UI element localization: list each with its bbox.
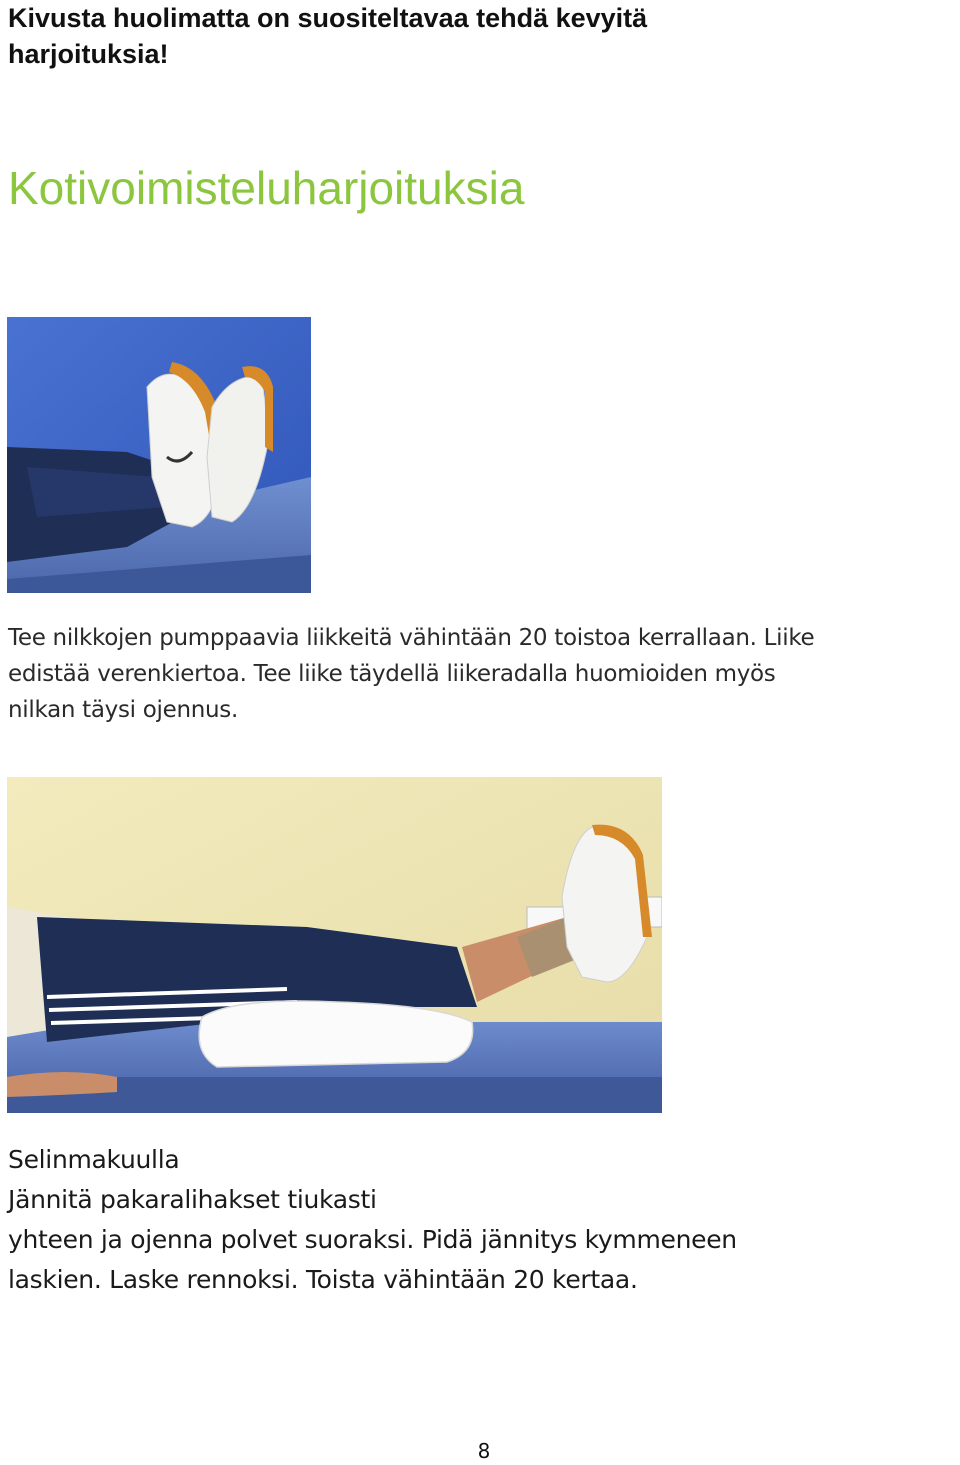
text-line: laskien. Laske rennoksi. Toista vähintään 20 kertaa. xyxy=(8,1265,638,1294)
intro-text xyxy=(8,0,948,72)
exercise-photo-ankle-pump xyxy=(7,317,311,593)
page-number: 8 xyxy=(477,1439,491,1463)
text-line: Jännitä pakaralihakset tiukasti xyxy=(8,1185,377,1214)
exercise-2-description xyxy=(8,1140,737,1300)
text-line: Tee nilkkojen pumppaavia liikkeitä vähintään 20 toistoa kerrallaan. Liike xyxy=(8,625,815,651)
text-line: edistää verenkiertoa. Tee liike täydellä liikeradalla huomioiden myös xyxy=(8,661,776,687)
text-line: yhteen ja ojenna polvet suoraksi. Pidä jännitys kymmeneen xyxy=(8,1225,737,1254)
intro-line: harjoituksia! xyxy=(8,39,169,69)
exercise-photo-knee-extension xyxy=(7,777,662,1113)
text-line: Selinmakuulla xyxy=(8,1145,180,1174)
pillow xyxy=(199,1001,473,1067)
text-line: nilkan täysi ojennus. xyxy=(8,697,239,723)
intro-line: Kivusta huolimatta on suositeltavaa tehdä kevyitä xyxy=(8,3,648,33)
page-heading: Kotivoimisteluharjoituksia xyxy=(8,162,525,214)
exercise-1-description xyxy=(8,620,814,728)
